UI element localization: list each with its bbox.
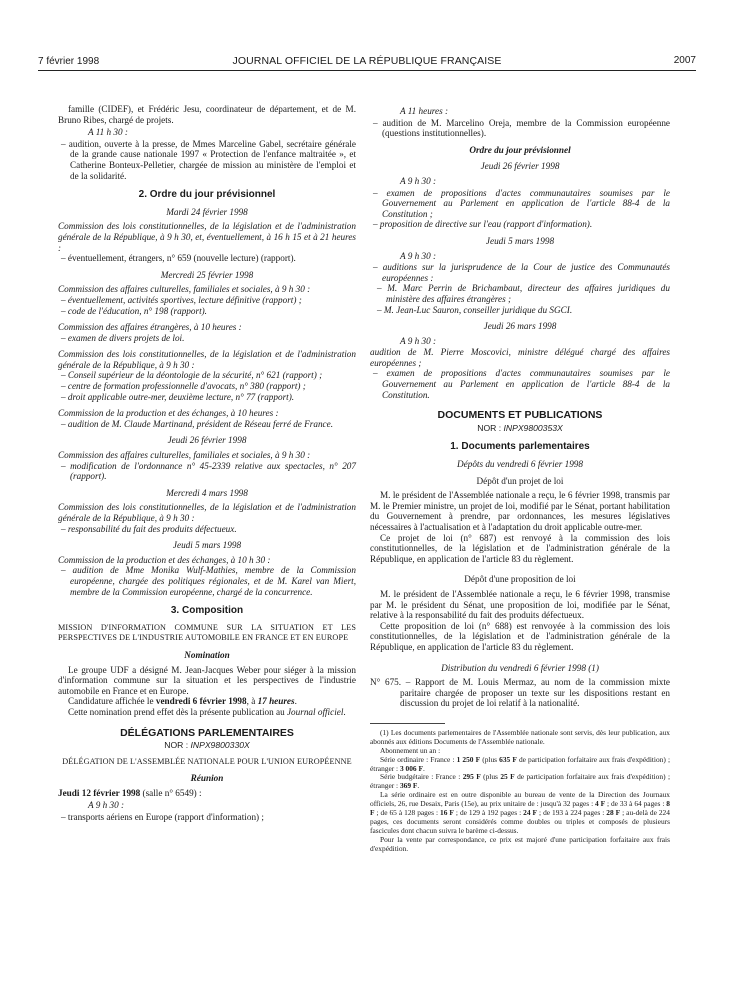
agenda-subitem: – M. Marc Perrin de Brichambaut, directeur des affaires juridiques du ministère des affaires étrangères ; — [377, 283, 670, 304]
agenda-item: – centre de formation professionnelle d'avocats, n° 380 (rapport) ; — [61, 381, 306, 392]
nor-reference: NOR : INPX9800353X — [477, 422, 563, 433]
footnote: Abonnement un an : — [380, 745, 441, 755]
day-heading: Mercredi 4 mars 1998 — [166, 487, 248, 498]
agenda-item: – audition de Mme Monika Wulf-Mathies, membre de la Commission européenne, chargée des politiques régionales, et de M. Karel van Miert, membre de la Commission européenne, chargé de la concurrence. — [61, 565, 356, 597]
header-rule — [38, 70, 696, 71]
meeting-date: Jeudi 12 février 1998 (salle n° 6549) : — [58, 787, 202, 798]
time-label: A 9 h 30 : — [88, 800, 125, 811]
day-heading: Jeudi 5 mars 1998 — [172, 540, 242, 551]
agenda-item: – transports aériens en Europe (rapport d'information) ; — [61, 812, 264, 823]
agenda-item: – examen de divers projets de loi. — [61, 332, 185, 343]
reunion-heading: Réunion — [190, 773, 224, 784]
agenda-heading: Ordre du jour prévisionnel — [469, 144, 571, 155]
deposit-paragraph: Ce projet de loi (n° 687) est renvoyé à la commission des lois constitutionnelles, de la législation et de l'administration générale de la République, en application de l'article 83 du règlement. — [370, 532, 670, 564]
day-heading: Jeudi 26 février 1998 — [167, 435, 247, 446]
commission-heading: Commission des affaires culturelles, familiales et sociales, à 9 h 30 : — [58, 284, 311, 295]
nomination-heading: Nomination — [184, 649, 230, 660]
footnote: Série budgétaire : France : 295 F (plus 25 F de participation forfaitaire aux frais d'expédition) ; étranger : 369 F. — [370, 772, 670, 791]
footnote: (1) Les documents parlementaires de l'Assemblée nationale sont servis, dès leur publication, aux abonnés aux éditions Documents de l'Assemblée nationale. — [370, 727, 670, 746]
day-heading: Jeudi 26 février 1998 — [480, 161, 560, 172]
nomination-paragraph: Le groupe UDF a désigné M. Jean-Jacques Weber pour siéger à la mission d'information commune sur la situation et les perspectives de l'industrie automobile en France et en Europe. — [58, 664, 356, 696]
time-label: A 11 h 30 : — [88, 127, 128, 138]
nor-reference: NOR : INPX9800330X — [164, 740, 250, 751]
day-heading: Mercredi 25 février 1998 — [160, 269, 254, 280]
agenda-item: – audition de M. Claude Martinand, président de Réseau ferré de France. — [61, 418, 334, 429]
deposit-subheading: Dépôt d'un projet de loi — [476, 475, 564, 486]
right-column — [370, 104, 670, 854]
mission-title: MISSION D'INFORMATION COMMUNE SUR LA SITUATION ET LES PERSPECTIVES DE L'INDUSTRIE AUTOMOBILE EN FRANCE ET EN EUROPE — [58, 622, 356, 643]
agenda-item: – modification de l'ordonnance n° 45-2339 relative aux spectacles, n° 207 (rapport). — [61, 460, 356, 482]
day-heading: Jeudi 26 mars 1998 — [483, 321, 557, 332]
agenda-item: – droit applicable outre-mer, deuxième lecture, n° 77 (rapport). — [61, 391, 295, 402]
footnote-rule — [370, 723, 445, 724]
footnote: La série ordinaire est en outre disponible au bureau de vente de la Direction des Journaux officiels, 26, rue Desaix, Paris (15e), au prix unitaire de : jusqu'à 32 pages : 4 F ; de 33 à 64 pages : 8 F ; de 65 à 128 pages : 16 F ; de 129 à 192 pages : 24 F ; de 193 à 224 pages : 28 F ; au-delà de 224 pages, ces documents seront considérés comme doubles ou triples et composés de plusieurs fascicules dont chacun suivra le barème ci-dessus. — [370, 790, 670, 835]
agenda-item: – Conseil supérieur de la déontologie de la sécurité, n° 621 (rapport) ; — [61, 370, 323, 381]
deposit-subheading: Dépôt d'une proposition de loi — [464, 574, 576, 585]
header-journal-title: JOURNAL OFFICIEL DE LA RÉPUBLIQUE FRANÇAISE — [232, 55, 502, 67]
header-date: 7 février 1998 — [38, 56, 100, 67]
delegations-title: DÉLÉGATIONS PARLEMENTAIRES — [120, 726, 294, 739]
agenda-item: – proposition de directive sur l'eau (rapport d'information). — [373, 219, 593, 230]
commission-heading: Commission des lois constitutionnelles, de la législation et de l'administration générale de la République, à 9 h 30, et, éventuellement, à 16 h 15 et à 21 heures : — [58, 221, 356, 253]
footnote: Pour la vente par correspondance, ce prix est majoré d'une participation forfaitaire aux frais d'expédition. — [370, 834, 670, 853]
left-column — [58, 104, 356, 823]
agenda-subitem: – M. Jean-Luc Sauron, conseiller juridique du SGCI. — [377, 304, 573, 315]
commission-heading: Commission de la production et des échanges, à 10 heures : — [58, 408, 279, 419]
documents-title: DOCUMENTS ET PUBLICATIONS — [437, 409, 603, 422]
section-title: 3. Composition — [170, 605, 244, 617]
intro-paragraph: famille (CIDEF), et Frédéric Jesu, coordinateur de département, et de M. Bruno Ribes, chargé de projets. — [58, 104, 356, 125]
commission-heading: Commission des affaires étrangères, à 10 heures : — [58, 322, 242, 333]
section-title: 1. Documents parlementaires — [450, 441, 590, 453]
day-heading: Jeudi 5 mars 1998 — [485, 235, 555, 246]
agenda-item: – responsabilité du fait des produits défectueux. — [61, 523, 237, 534]
day-heading: Mardi 24 février 1998 — [166, 206, 248, 217]
header-page-number: 2007 — [673, 55, 696, 66]
commission-heading: Commission des affaires culturelles, familiales et sociales, à 9 h 30 : — [58, 450, 311, 461]
agenda-item: – éventuellement, étrangers, n° 659 (nouvelle lecture) (rapport). — [61, 253, 296, 264]
delegation-subtitle: DÉLÉGATION DE L'ASSEMBLÉE NATIONALE POUR L'UNION EUROPÉENNE — [62, 756, 352, 766]
agenda-item: audition de M. Pierre Moscovici, ministre délégué chargé des affaires européennes ; — [370, 347, 670, 368]
agenda-item: – examen de propositions d'actes communautaires soumises par le Gouvernement au Parlement en application de l'article 88-4 de la Constitution. — [373, 368, 670, 400]
deposit-paragraph: Cette proposition de loi (n° 688) est renvoyée à la commission des lois constitutionnelles, de la législation et de l'administration générale de la République, en application de l'article 83 du règlement. — [370, 620, 670, 652]
time-label: A 11 heures : — [400, 106, 449, 116]
footnote: Série ordinaire : France : 1 250 F (plus 635 F de participation forfaitaire aux frais d'expédition) ; étranger : 3 006 F. — [370, 754, 670, 773]
agenda-item: – audition de M. Marcelino Oreja, membre de la Commission européenne (questions institutionnelles). — [373, 117, 670, 139]
section-title: 2. Ordre du jour prévisionnel — [138, 189, 276, 201]
commission-heading: Commission des lois constitutionnelles, de la législation et de l'administration générale de la République, à 9 h 30 : — [58, 502, 356, 523]
time-label: A 9 h 30 : — [400, 175, 437, 186]
time-label: A 9 h 30 : — [400, 250, 437, 261]
agenda-item: – auditions sur la jurisprudence de la Cour de justice des Communautés européennes : — [373, 262, 670, 283]
deposit-date-heading: Dépôts du vendredi 6 février 1998 — [457, 459, 583, 470]
deposit-paragraph: M. le président de l'Assemblée nationale a reçu, le 6 février 1998, transmis par M. le Premier ministre, un projet de loi, modifié par le Sénat, portant habilitation du Gouvernement à prendre, par ordonnances, les mesures législatives nécessaires à l'actualisation et à l'adaptation du droit applicable outre-mer. — [370, 490, 670, 532]
agenda-item: – éventuellement, activités sportives, lecture définitive (rapport) ; — [61, 294, 302, 305]
document-entry: N° 675. – Rapport de M. Louis Mermaz, au nom de la commission mixte paritaire chargée de proposer un texte sur les dispositions restant en discussion du projet de loi relatif à la nationalité. — [370, 677, 670, 709]
agenda-item: – code de l'éducation, n° 198 (rapport). — [61, 305, 207, 316]
nomination-paragraph: Candidature affichée le vendredi 6 février 1998, à 17 heures. — [68, 696, 297, 707]
time-label: A 9 h 30 : — [400, 335, 437, 346]
commission-heading: Commission de la production et des échanges, à 10 h 30 : — [58, 554, 271, 565]
agenda-item: – examen de propositions d'actes communautaires soumises par le Gouvernement au Parlement en application de l'article 88-4 de la Constitution ; — [373, 187, 670, 219]
agenda-item: – audition, ouverte à la presse, de Mmes Marceline Gabel, secrétaire générale de la grande cause nationale 1997 « Protection de l'enfance maltraitée », et Catherine Bonteux-Pelletier, chargée de mission au ministère de l'emploi et de la solidarité. — [61, 138, 356, 181]
commission-heading: Commission des lois constitutionnelles, de la législation et de l'administration générale de la République, à 9 h 30 : — [58, 349, 356, 370]
deposit-paragraph: M. le président de l'Assemblée nationale a reçu, le 6 février 1998, transmise par M. le président du Sénat, une proposition de loi, modifiée par le Sénat, relative à la responsabilité du fait des produits défectueux. — [370, 588, 670, 621]
nomination-paragraph: Cette nomination prend effet dès la présente publication au Journal officiel. — [68, 706, 346, 717]
distribution-heading: Distribution du vendredi 6 février 1998 (1) — [441, 662, 599, 673]
page-header — [38, 54, 696, 70]
